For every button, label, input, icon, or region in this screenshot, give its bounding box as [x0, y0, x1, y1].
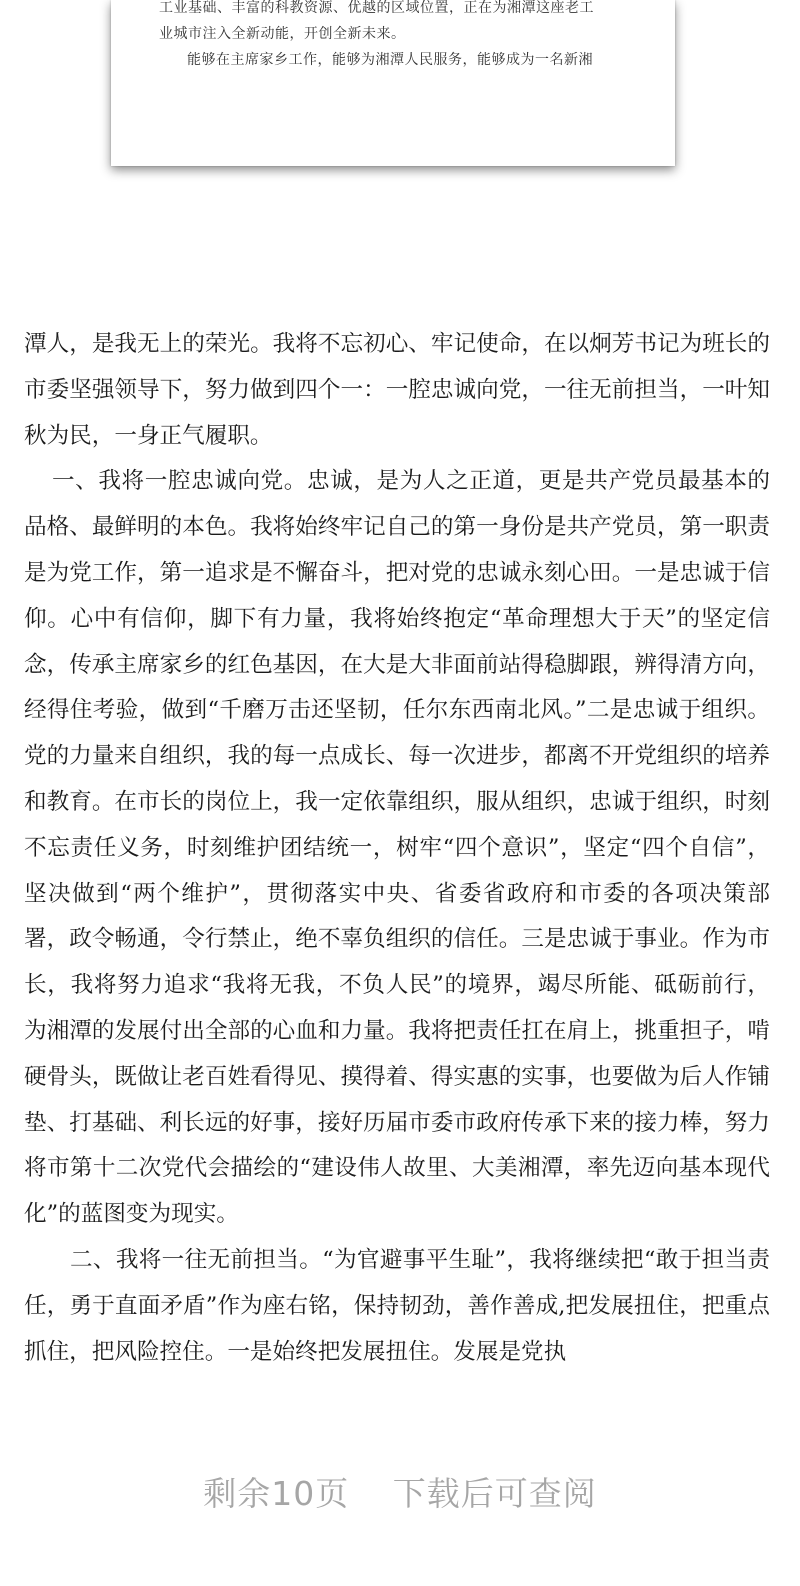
- preview-line: 业城市注入全新动能，开创全新未来。: [159, 26, 406, 42]
- download-hint-text: 下载后可查阅: [392, 1474, 597, 1513]
- preview-card: [111, 0, 675, 166]
- paragraph: 潭人，是我无上的荣光。我将不忘初心、牢记使命，在以炯芳书记为班长的市委坚强领导下，努力做到四个一：一腔忠诚向党，一往无前担当，一叶知秋为民，一身正气履职。: [24, 331, 770, 449]
- preview-line: 能够在主席家乡工作，能够为湘潭人民服务，能够成为一名新湘: [187, 52, 593, 68]
- paragraph: 一、我将一腔忠诚向党。忠诚，是为人之正道，更是共产党员最基本的品格、最鲜明的本色。我将始终牢记自己的第一身份是共产党员，第一职责是为党工作，第一追求是不懈奋斗，把对党的忠诚永刻心田。一是忠诚于信仰。心中有信仰，脚下有力量，我将始终抱定“革命理想大于天”的坚定信念，传承主席家乡的红色基因，在大是大非面前站得稳脚跟，辨得清方向，经得住考验，做到“千磨万击还坚韧，任尔东西南北风。”二是忠诚于组织。党的力量来自组织，我的每一点成长、每一次进步，都离不开党组织的培养和教育。在市长的岗位上，我一定依靠组织，服从组织，忠诚于组织，时刻不忘责任义务，时刻维护团结统一，树牢“四个意识”，坚定“四个自信”，坚决做到“两个维护”，贯彻落实中央、省委省政府和市委的各项决策部署，政令畅通，令行禁止，绝不辜负组织的信任。三是忠诚于事业。作为市长，我将努力追求“我将无我，不负人民”的境界，竭尽所能、砥砺前行，为湘潭的发展付出全部的心血和力量。我将把责任扛在肩上，挑重担子，啃硬骨头，既做让老百姓看得见、摸得着、得实惠的实事，也要做为后人作铺垫、打基础、利长远的好事，接好历届市委市政府传承下来的接力棒，努力将市第十二次党代会描绘的“建设伟人故里、大美湘潭，率先迈向基本现代化”的蓝图变为现实。: [24, 468, 770, 1228]
- document-body: [24, 322, 770, 1375]
- preview-line: 工业基础、丰富的科教资源、优越的区域位置，正在为湘潭这座老工: [159, 0, 594, 16]
- download-notice[interactable]: [0, 1468, 800, 1515]
- remaining-pages-text: 剩余10页: [203, 1474, 350, 1513]
- paragraph: 二、我将一往无前担当。“为官避事平生耻”，我将继续把“敢于担当责任，勇于直面矛盾”作为座右铭，保持韧劲，善作善成,把发展扭住，把重点抓住，把风险控住。一是始终把发展扭住。发展是党执: [24, 1246, 770, 1365]
